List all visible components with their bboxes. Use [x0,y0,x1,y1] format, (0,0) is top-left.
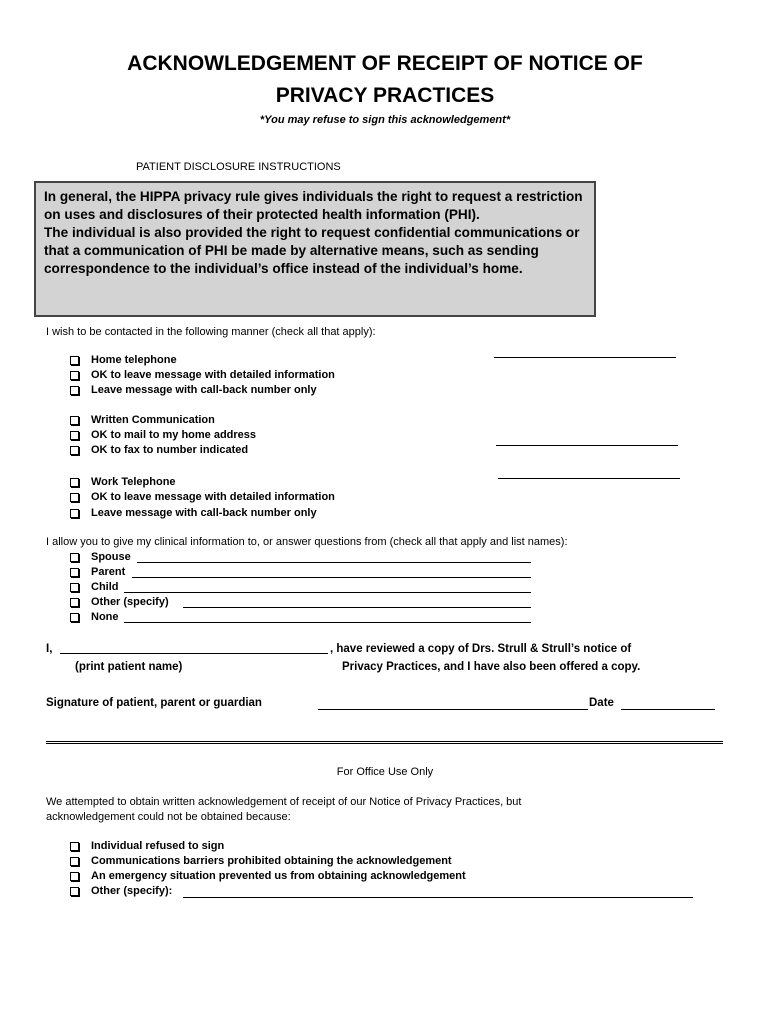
checkbox[interactable] [70,478,79,487]
separator-line [46,741,723,744]
notice-paragraph-2: The individual is also provided the right to request confidential communications or that a communication of PHI be made by alternative means, such as sending correspondence to the individual’s office instead of the individual’s home. [44,225,580,276]
other-name-line[interactable] [183,596,531,608]
parent-name-line[interactable] [132,566,531,578]
contact-option-label: OK to mail to my home address [91,429,257,441]
checkbox[interactable] [70,872,79,881]
checkbox[interactable] [70,553,79,562]
home-phone-line[interactable] [494,357,676,358]
signature-line[interactable] [318,697,588,710]
checkbox[interactable] [70,842,79,851]
office-other-line[interactable] [183,885,693,898]
clinical-option-label: Parent [91,566,126,578]
contact-option-label: Work Telephone [91,476,176,488]
subtitle: *You may refuse to sign this acknowledgement* [259,114,511,126]
office-text-line-1: We attempted to obtain written acknowledgement of receipt of our Notice of Privacy Practices, but [46,796,522,808]
contact-option-label: OK to leave message with detailed information [91,369,335,381]
checkbox[interactable] [70,416,79,425]
checkbox[interactable] [70,431,79,440]
checkbox[interactable] [70,857,79,866]
clinical-option-label: None [91,611,119,623]
date-label: Date [589,697,614,709]
contact-option-label: OK to fax to number indicated [91,444,249,456]
contact-option-label: Home telephone [91,354,177,366]
clinical-option-label: Other (specify) [91,596,169,608]
office-option-label: Other (specify): [91,885,173,897]
contact-option-label: Written Communication [91,414,215,426]
patient-name-line[interactable] [60,641,328,654]
contact-option-label: OK to leave message with detailed information [91,491,335,503]
none-line[interactable] [124,611,531,623]
fax-number-line[interactable] [496,445,678,446]
spouse-name-line[interactable] [137,551,531,563]
checkbox[interactable] [70,568,79,577]
clinical-option-label: Spouse [91,551,131,563]
signature-label: Signature of patient, parent or guardian [46,697,262,709]
checkbox[interactable] [70,493,79,502]
contact-intro: I wish to be contacted in the following manner (check all that apply): [46,326,376,338]
checkbox[interactable] [70,583,79,592]
office-heading: For Office Use Only [336,766,434,778]
notice-box [34,181,596,317]
child-name-line[interactable] [124,581,531,593]
checkbox[interactable] [70,613,79,622]
office-option-label: Individual refused to sign [91,840,225,852]
work-phone-line[interactable] [498,478,680,479]
office-option-label: Communications barriers prohibited obtaining the acknowledgement [91,855,452,867]
title-line-1: ACKNOWLEDGEMENT OF RECEIPT OF NOTICE OF [127,52,643,75]
checkbox[interactable] [70,356,79,365]
ack-prefix: I, [46,643,53,655]
notice-paragraph-1: In general, the HIPPA privacy rule gives individuals the right to request a restriction on uses and disclosures of their protected health information (PHI). [44,189,583,222]
title-line-2: PRIVACY PRACTICES [275,84,495,107]
ack-statement-line-2: Privacy Practices, and I have also been offered a copy. [342,661,641,673]
checkbox[interactable] [70,371,79,380]
checkbox[interactable] [70,509,79,518]
checkbox[interactable] [70,386,79,395]
checkbox[interactable] [70,446,79,455]
contact-option-label: Leave message with call-back number only [91,384,317,396]
ack-statement-line-1: , have reviewed a copy of Drs. Strull & Strull’s notice of [330,643,632,655]
print-name-label: (print patient name) [75,661,183,673]
office-text-line-2: acknowledgement could not be obtained because: [46,811,291,823]
checkbox[interactable] [70,887,79,896]
section-heading: PATIENT DISCLOSURE INSTRUCTIONS [136,161,341,173]
clinical-option-label: Child [91,581,119,593]
checkbox[interactable] [70,598,79,607]
contact-option-label: Leave message with call-back number only [91,507,317,519]
date-line[interactable] [621,697,715,710]
clinical-intro: I allow you to give my clinical information to, or answer questions from (check all that apply and list names): [46,536,568,548]
office-option-label: An emergency situation prevented us from obtaining acknowledgement [91,870,466,882]
